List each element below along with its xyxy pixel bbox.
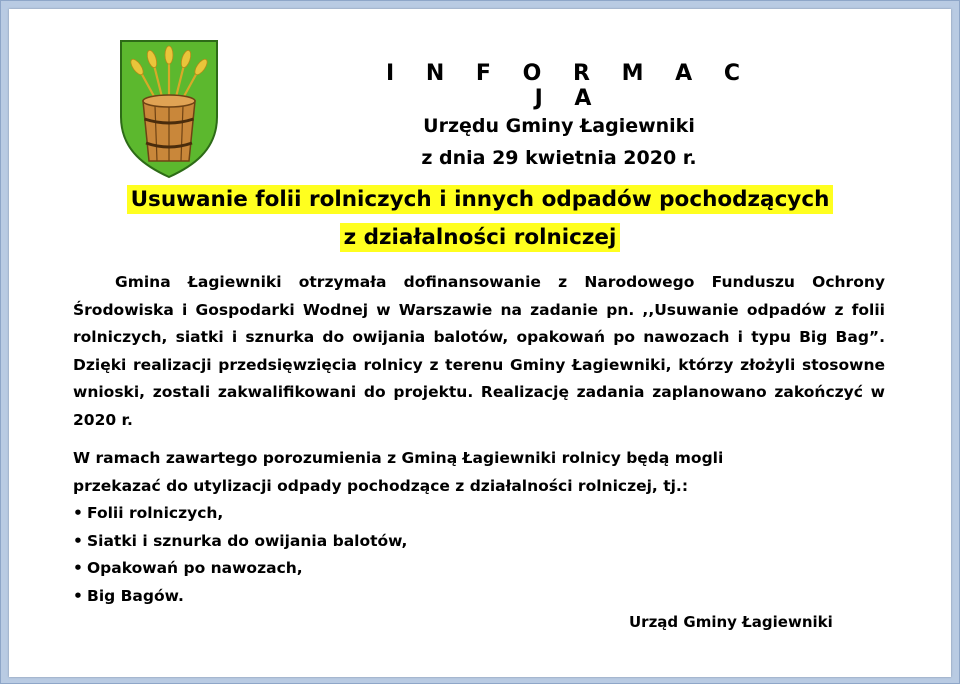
main-paragraph: Gmina Łagiewniki otrzymała dofinansowanie z Narodowego Funduszu Ochrony Środowiska i Gospodarki Wodnej w Warszawie na zadanie pn. ,,Usuwanie odpadów z folii rolniczych, siatki i sznurka do owijania balotów, opakowań po nawozach i typu Big Bag”. Dzięki realizacji przedsięwzięcia rolnicy z terenu Gminy Łagiewniki, którzy złożyli stosowne wnioski, zostali zakwalifikowani do projektu. Realizację zadania zaplanowano zakończyć w 2020 r. (73, 273, 885, 429)
document-heading: I N F O R M A C J A (386, 61, 752, 111)
highlighted-title-text: Usuwanie folii rolniczych i innych odpadów pochodzących (127, 185, 834, 214)
list-item: • Big Bagów. (73, 583, 407, 611)
document-title-line-2 (9, 225, 951, 250)
municipal-crest-icon (119, 39, 219, 179)
agreement-line: W ramach zawartego porozumienia z Gminą Łagiewniki rolnicy będą mogli (73, 449, 724, 467)
agreement-line: przekazać do utylizacji odpady pochodzące z działalności rolniczej, tj.: (73, 476, 689, 495)
list-item: • Folii rolniczych, (73, 500, 407, 528)
date-line: z dnia 29 kwietnia 2020 r. (421, 147, 697, 169)
document-page (9, 9, 951, 677)
list-item: • Siatki i sznurka do owijania balotów, (73, 528, 407, 556)
waste-list (73, 500, 407, 610)
highlighted-title-text: z działalności rolniczej (340, 223, 621, 252)
list-item: • Opakowań po nawozach, (73, 555, 407, 583)
issuer-line: Urzędu Gminy Łagiewniki (423, 115, 695, 137)
signature: Urząd Gminy Łagiewniki (629, 613, 833, 631)
document-title-line-1 (9, 187, 951, 212)
agreement-paragraph (73, 445, 813, 500)
